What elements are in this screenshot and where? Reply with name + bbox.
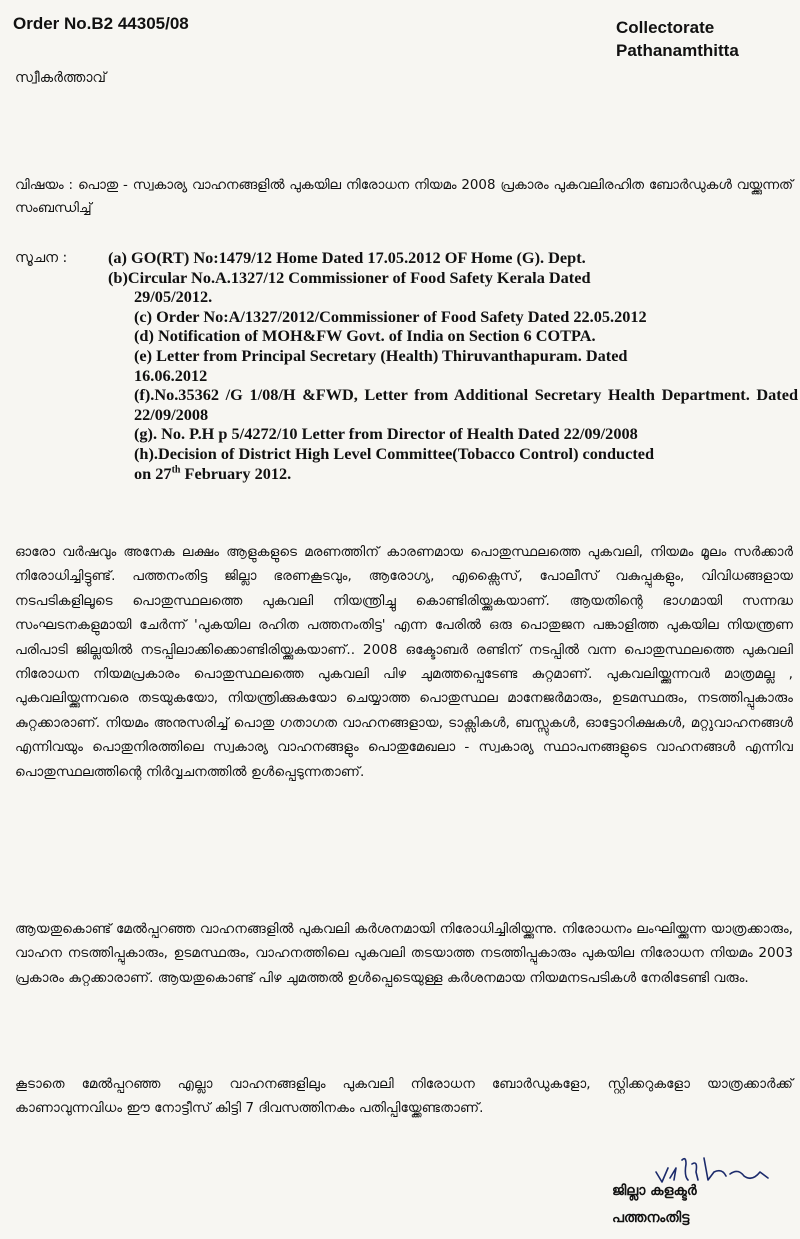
reference-h-date-post: February 2012. [180,463,292,483]
reference-a: (a) GO(RT) No:1479/12 Home Dated 17.05.2012 OF Home (G). Dept. [108,248,586,267]
signatory-block [612,1178,697,1232]
office-district: Pathanamthitta [616,41,739,60]
subject-label: വിഷയം : [15,178,74,193]
reference-h-date [108,464,798,484]
order-number: Order No.B2 44305/08 [13,14,189,33]
office-name: Collectorate [616,18,715,37]
signatory-designation: ജില്ലാ കളക്ടർ [612,1183,697,1199]
reference-f: (f).No.35362 /G 1/08/H &FWD, Letter from Additional Secretary Health Department. Dated 22/09/2008 [134,385,798,424]
subject-text: പൊതു - സ്വകാര്യ വാഹനങ്ങളിൽ പുകയില നിരോധന നിയമം 2008 പ്രകാരം പുകവലിരഹിത ബോർഡുകൾ വയ്ക്കുന്നത് സംബന്ധിച്ച് [15,178,793,216]
body-paragraph-1: ഓരോ വർഷവും അനേക ലക്ഷം ആളുകളുടെ മരണത്തിന് കാരണമായ പൊതുസ്ഥലത്തെ പുകവലി, നിയമം മൂലം സർക്കാർ നിരോധിച്ചിട്ടുണ്ട്. പത്തനംതിട്ട ജില്ലാ ഭരണകൂടവും, ആരോഗ്യ, എക്സൈസ്, പോലീസ് വകുപ്പുകളും, വിവിധങ്ങളായ നടപടികളിലൂടെ പൊതുസ്ഥലത്തെ പുകവലി നിയന്ത്രിച്ചു കൊണ്ടിരിയ്ക്കുകയാണ്. ആയതിന്റെ ഭാഗമായി സന്നദ്ധ സംഘടനകളുമായി ചേർന്ന് 'പുകയില രഹിത പത്തനംതിട്ട' എന്ന പേരിൽ ഒരു പൊതുജന പങ്കാളിത്ത പുകയില നിയന്ത്രണ പരിപാടി ജില്ലയിൽ നടപ്പിലാക്കിക്കൊണ്ടിരിയ്ക്കുകയാണ്.. 2008 ഒക്ടോബർ രണ്ടിന് നടപ്പിൽ വന്ന പൊതുസ്ഥലത്തെ പുകവലി നിരോധന നിയമപ്രകാരം പൊതുസ്ഥലത്തെ പുകവലി പിഴ ചുമത്തപ്പെടേണ്ട കുറ്റമാണ്. പുകവലിയ്ക്കുന്നവർ മാത്രമല്ല , പുകവലിയ്ക്കുന്നവരെ തടയുകയോ, നിയന്ത്രിക്കുകയോ ചെയ്യാത്ത പൊതുസ്ഥല മാനേജർമാരും, ഉടമസ്ഥരും, നടത്തിപ്പുകാരും കുറ്റക്കാരാണ്. നിയമം അനുസരിച്ച് പൊതു ഗതാഗത വാഹനങ്ങളായ, ടാക്സികൾ, ബസ്സുകൾ, ഓട്ടോറിക്ഷകൾ, മറ്റുവാഹനങ്ങൾ എന്നിവയും പൊതുനിരത്തിലെ സ്വകാര്യ വാഹനങ്ങളും പൊതുമേഖലാ - സ്വകാര്യ സ്ഥാപനങ്ങളുടെ വാഹനങ്ങൾ എന്നിവ പൊതുസ്ഥലത്തിന്റെ നിർവ്വചനത്തിൽ ഉൾപ്പെടുന്നതാണ്. [15,544,793,780]
reference-d: (d) Notification of MOH&FW Govt. of India on Section 6 COTPA. [134,326,596,346]
body-paragraph-2: ആയതുകൊണ്ട് മേൽപ്പറഞ്ഞ വാഹനങ്ങളിൽ പുകവലി കർശനമായി നിരോധിച്ചിരിയ്ക്കുന്നു. നിരോധനം ലംഘിയ്ക്കുന്ന യാത്രക്കാരും, വാഹന നടത്തിപ്പുകാരും, ഉടമസ്ഥരും, വാഹനത്തിലെ പുകവലി തടയാത്ത നടത്തിപ്പുകാരും പുകയില നിരോധന നിയമം 2003 പ്രകാരം കുറ്റക്കാരാണ്. ആയതുകൊണ്ട് പിഴ ചുമത്തൽ ഉൾപ്പെടെയുള്ള കർശനമായ നിയമനടപടികൾ നേരിടേണ്ടി വരും. [15,921,793,986]
subject-block [15,174,793,220]
reference-h-date-pre: on 27 [134,463,172,483]
recipient: സ്വീകർത്താവ് [15,70,106,86]
signatory-place: പത്തനംതിട്ട [612,1210,690,1226]
reference-h-date-sup: th [171,464,181,476]
reference-h: (h).Decision of District High Level Committee(Tobacco Control) conducted [134,443,655,463]
reference-list [108,248,798,483]
reference-e-date: 16.06.2012 [134,365,208,385]
reference-c: (c) Order No:A/1327/2012/Commissioner of Food Safety Dated 22.05.2012 [134,306,647,326]
reference-g: (g). No. P.H p 5/4272/10 Letter from Director of Health Dated 22/09/2008 [134,424,638,444]
reference-label: സൂചന : [15,250,68,266]
reference-b-date: 29/05/2012. [134,287,213,307]
office-address [616,16,739,62]
reference-e: (e) Letter from Principal Secretary (Health) Thiruvanthapuram. Dated [134,345,628,365]
reference-b: (b)Circular No.A.1327/12 Commissioner of Food Safety Kerala Dated [108,267,591,287]
body-paragraph-3: കൂടാതെ മേൽപ്പറഞ്ഞ എല്ലാ വാഹനങ്ങളിലും പുകവലി നിരോധന ബോർഡുകളോ, സ്റ്റിക്കറുകളോ യാത്രക്കാർക്ക് കാണാവുന്നവിധം ഈ നോട്ടീസ് കിട്ടി 7 ദിവസത്തിനകം പതിപ്പിയ്ക്കേണ്ടതാണ്. [15,1076,793,1117]
